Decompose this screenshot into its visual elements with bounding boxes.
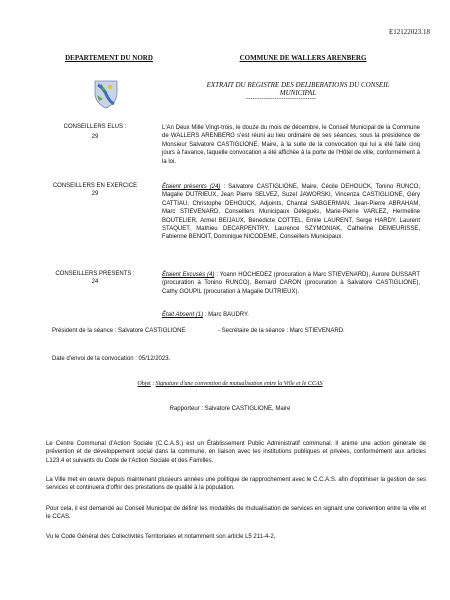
excuses-title: Étaient Excusés (4) [162, 272, 215, 278]
departement-heading: DEPARTEMENT DU NORD [65, 54, 153, 62]
commune-heading: COMMUNE DE WALLERS ARENBERG [239, 54, 367, 62]
intro-paragraph: L'An Deux Mille Vingt-trois, le douze du mois de décembre, le Conseil Municipal de la Commune de WALLERS ARENBERG s'est réuni au lieu ordinaire de ses séances, sous la présidence de Monsieur Salvatore CASTIGLIONE, Maire, à la suite de la convocation qui lui a été faite cinq jours à l'avance, laquelle convocation a été affichée à la porte de l'Hôtel de ville, conformément à la loi. [162, 125, 420, 165]
objet-line: Objet : Signature d'une convention de mutualisation entre la Ville et le CCAS [137, 381, 323, 387]
extrait-rule: -------------------------------- [246, 96, 317, 102]
presents-list: : Salvatore CASTIGLIONE, Maire, Cécile DEHOUCK, Tonino RUNCO, Magalie DUTRIEUX, Jean Pierre SELVEZ, Suzel JAWORSKI, Vincenza CASTIGLIONE, Géry CATTIAU, Christophe DEHOUCK, Adjoints, Chantal SABGERMAN, Jean-Pierre ABRAHAM, Marc STIEVENARD, Conseillers Municipaux Délégués, Marie-Pierre VARLEZ, Hermeline BOUTELIER, Armel BEIJAUX, Bénédicte COTTEL, Emile LAURENT, Serge HARDY, Laurent STAQUET, Mathieu DECARPENTRY, Laurence SZYMONIAK, Catherine DEMEURISSE, Fabienne BENOIT, Dominique NICODEME, Conseillers Municipaux. [162, 184, 420, 241]
objet-title: Signature d'une convention de mutualisation entre la Ville et le CCAS [155, 381, 323, 387]
date-envoi-convocation: Date d'envoi de la convocation : 05/12/2023. [52, 356, 171, 362]
secretaire-seance: - Secrétaire de la séance : Marc STIEVENARD. [218, 328, 345, 334]
conseillers-presents-count: 24 [91, 278, 99, 285]
coat-of-arms-logo [93, 79, 119, 109]
rapporteur-line: Rapporteur : Salvatore CASTIGLIONE, Maire [169, 406, 291, 412]
conseillers-presents-label [40, 271, 150, 286]
absent-list: : Marc BAUDRY. [203, 312, 249, 318]
body-paragraph-3: Pour cela, il est demandé au Conseil Municipal de définir les modalités de mutualisation de services en signant une convention entre la ville et le CCAS. [46, 506, 426, 521]
presents-paragraph [162, 183, 420, 242]
document-reference: E12122023.18 [388, 28, 430, 36]
en-exercice-count: 29 [91, 190, 99, 197]
body-paragraph-4: Vu le Code Général des Collectivités Territoriales et notamment son article L5 211-4-2, [46, 534, 276, 540]
excuses-list: : Yoann HOCHEDEZ (procuration à Marc STIEVENARD), Aurore DUSSART (procuration à Tonino RUNCO), Bernard CARON (procuration à Salvatore CASTIGLIONE), Cathy GOUPIL (procuration à Magalie DUTRIEUX). [162, 272, 420, 295]
absent-paragraph [162, 311, 420, 319]
en-exercice-title: CONSEILLERS EN EXERCICE [52, 183, 138, 189]
presents-title: Étaient présents (24) [162, 184, 221, 190]
extrait-heading: EXTRAIT DU REGISTRE DES DELIBERATIONS DU CONSEIL MUNICIPAL [206, 81, 390, 97]
conseillers-elus-count: 29 [91, 133, 99, 140]
objet-prefix: Objet [137, 381, 151, 387]
absent-title: Était Absent (1) [162, 312, 204, 318]
president-seance: Président de la séance : Salvatore CASTIGLIONE [52, 328, 186, 334]
conseillers-elus-label [40, 124, 150, 141]
en-exercice-label [40, 183, 150, 198]
body-paragraph-1: Le Centre Communal d'Action Sociale (C.C.A.S.) est un Établissement Public Administratif communal. Il anime une action générale de prévention et de développement social dans la commune, en liaison avec les institutions publiques et privées, conformément aux articles L123.4 et suivants du Code de l'Action Sociale et des Familles. [46, 441, 426, 464]
conseillers-elus-title: CONSEILLERS ELUS : [63, 124, 127, 130]
excuses-paragraph [162, 271, 420, 296]
conseillers-presents-title: CONSEILLERS PRESENTS : [55, 271, 135, 277]
body-paragraph-2: La Ville met en œuvre depuis maintenant plusieurs années une politique de rapprochement avec le C.C.A.S. afin d'optimiser la gestion de ses services et continuera d'offrir des prestations de qualité à la population. [46, 477, 426, 492]
